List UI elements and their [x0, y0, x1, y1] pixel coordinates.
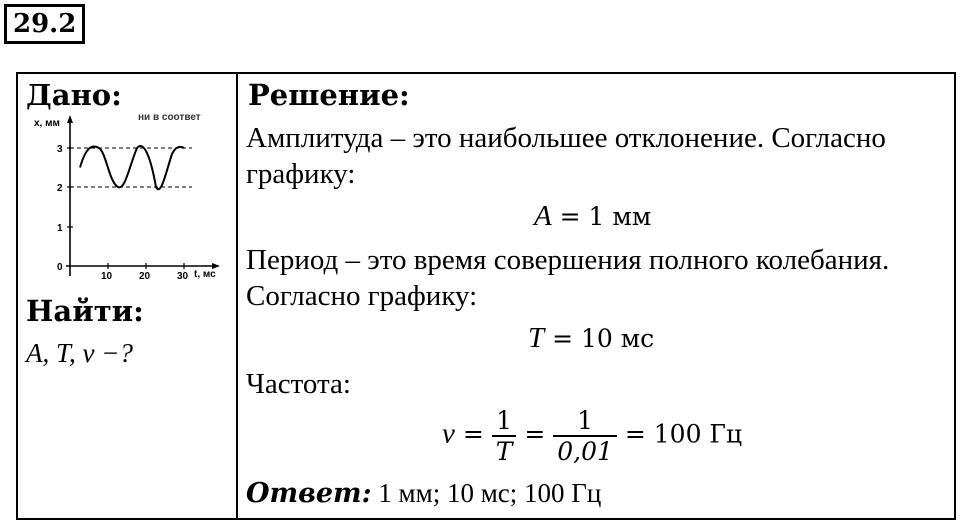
- given-label: Дано:: [26, 78, 122, 112]
- answer-label: Ответ:: [246, 478, 372, 509]
- x-tick-20: 20: [139, 271, 151, 282]
- period-formula: [528, 322, 654, 355]
- find-label: Найти:: [26, 294, 144, 328]
- solution-table: [16, 72, 956, 520]
- period-text-line2: Согласно графику:: [246, 280, 478, 312]
- find-text: A, T, ν −?: [26, 338, 133, 368]
- x-axis-label: t, мс: [194, 269, 216, 280]
- amplitude-text-line1: Амплитуда – это наибольшее отклонение. Согласно: [246, 122, 886, 154]
- oscillation-curve: [80, 146, 184, 189]
- fraction-1-den: T: [492, 435, 517, 466]
- answer: [246, 478, 601, 509]
- period-var: T: [528, 322, 545, 354]
- answer-text: 1 мм; 10 мс; 100 Гц: [371, 478, 602, 508]
- y-axis-label: x, мм: [34, 118, 60, 129]
- period-eq: = 10 мс: [544, 324, 655, 353]
- amplitude-formula: [534, 200, 651, 233]
- y-tick-1: 1: [57, 223, 63, 234]
- frequency-text: Частота:: [246, 368, 351, 400]
- problem-number: 29.2: [4, 4, 85, 44]
- oscillation-graph: [24, 112, 230, 284]
- graph-top-text: ни в соответ: [138, 112, 201, 123]
- y-tick-3: 3: [57, 144, 63, 155]
- solution-column: [238, 74, 954, 518]
- period-text-line1: Период – это время совершения полного колебания.: [246, 244, 890, 276]
- freq-result: = 100 Гц: [616, 419, 743, 449]
- fraction-1-over-t: [492, 406, 517, 466]
- x-tick-30: 30: [177, 271, 189, 282]
- amplitude-eq: = 1 мм: [551, 202, 652, 231]
- x-tick-10: 10: [101, 271, 113, 282]
- freq-eq2: =: [516, 419, 554, 449]
- fraction-2-num: 1: [577, 406, 594, 435]
- y-tick-0: 0: [57, 262, 63, 273]
- frequency-formula: [442, 406, 742, 466]
- fraction-1-num: 1: [496, 406, 513, 435]
- y-axis-arrow: [67, 115, 73, 123]
- solution-label: Решение:: [248, 78, 410, 112]
- given-column: [18, 74, 238, 518]
- fraction-1-over-001: [553, 406, 617, 466]
- amplitude-var: A: [534, 200, 552, 232]
- fraction-2-den: 0,01: [553, 435, 617, 466]
- amplitude-text-line2: графику:: [246, 158, 356, 190]
- freq-var: ν: [442, 417, 455, 450]
- freq-eq1: =: [454, 419, 492, 449]
- y-tick-2: 2: [57, 183, 63, 194]
